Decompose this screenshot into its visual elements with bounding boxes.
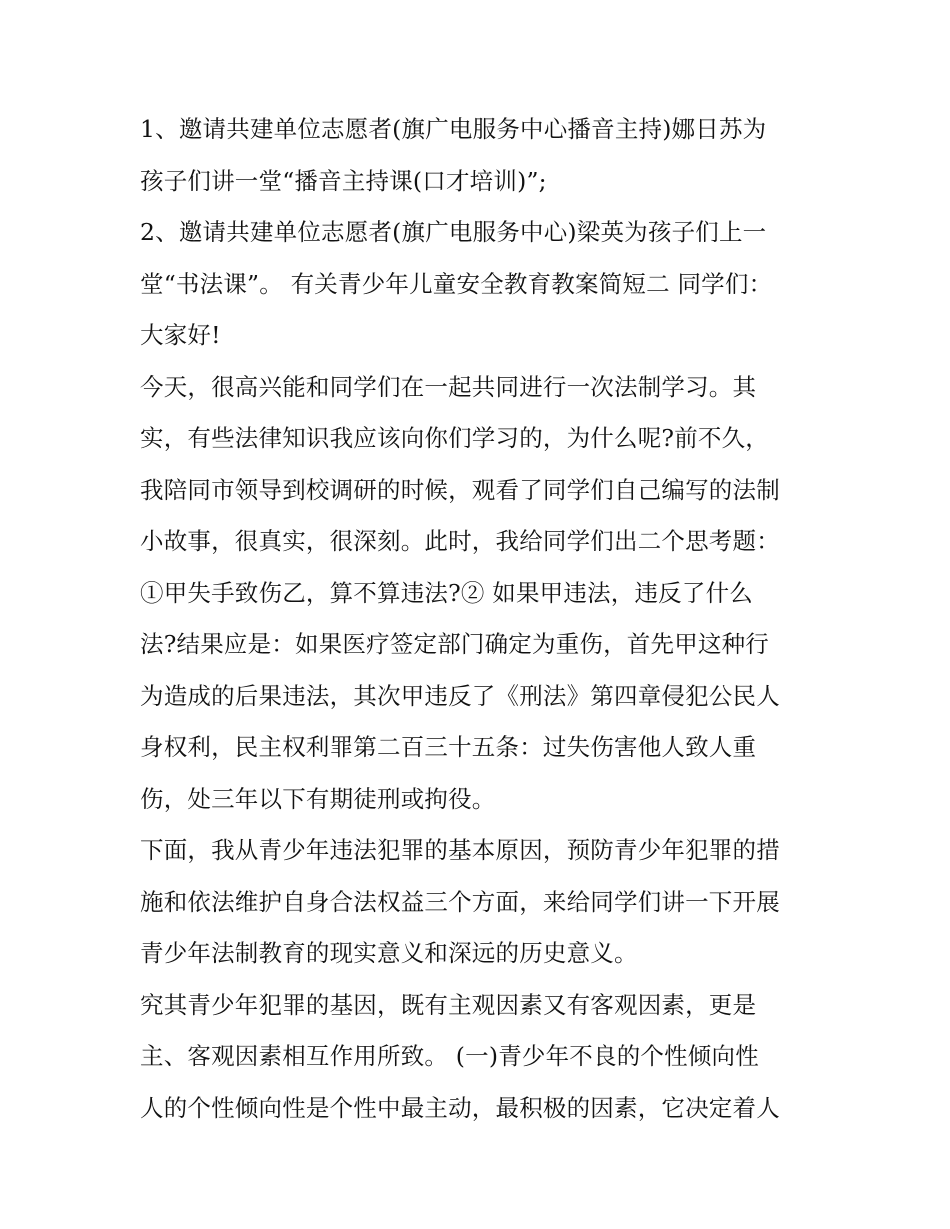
text-line: 法?结果应是：如果医疗签定部门确定为重伤，首先甲这种行 [140,630,769,658]
text-line: 伤，处三年以下有期徒刑或拘役。 [140,784,496,813]
text-line: 2、邀请共建单位志愿者(旗广电服务中心)梁英为孩子们上一 [140,218,767,246]
text-line: 人的个性倾向性是个性中最主动，最积极的因素，它决定着人 [140,1093,780,1122]
text-line: 究其青少年犯罪的基因，既有主观因素又有客观因素，更是 [140,990,757,1019]
text-line: 今天，很高兴能和同学们在一起共同进行一次法制学习。其 [140,372,757,401]
text-line: 大家好! [140,321,221,349]
text-line: 堂“书法课”。 有关青少年儿童安全教育教案简短二 同学们： [140,269,773,298]
text-line: 施和依法维护自身合法权益三个方面，来给同学们讲一下开展 [140,887,780,916]
text-line: 为造成的后果违法，其次甲违反了《刑法》第四章侵犯公民人 [140,681,780,710]
text-line: 实，有些法律知识我应该向你们学习的，为什么呢?前不久， [140,424,769,452]
text-line: 身权利，民主权利罪第二百三十五条：过失伤害他人致人重 [140,733,757,761]
text-line: 我陪同市领导到校调研的时候，观看了同学们自己编写的法制 [140,475,780,504]
text-line: 下面，我从青少年违法犯罪的基本原因，预防青少年犯罪的措 [140,836,780,864]
text-line: 青少年法制教育的现实意义和深远的历史意义。 [140,939,638,967]
document-body [140,104,820,1134]
text-line: 孩子们讲一堂“播音主持课(口才培训)”; [140,166,547,195]
text-line: ①甲失手致伤乙，算不算违法?② 如果甲违法，违反了什么 [140,578,753,607]
text-line: 主、客观因素相互作用所致。 (一)青少年不良的个性倾向性 [140,1042,759,1070]
text-line: 小故事，很真实，很深刻。此时，我给同学们出二个思考题： [140,527,780,555]
text-line: 1、邀请共建单位志愿者(旗广电服务中心播音主持)娜日苏为 [140,115,767,143]
